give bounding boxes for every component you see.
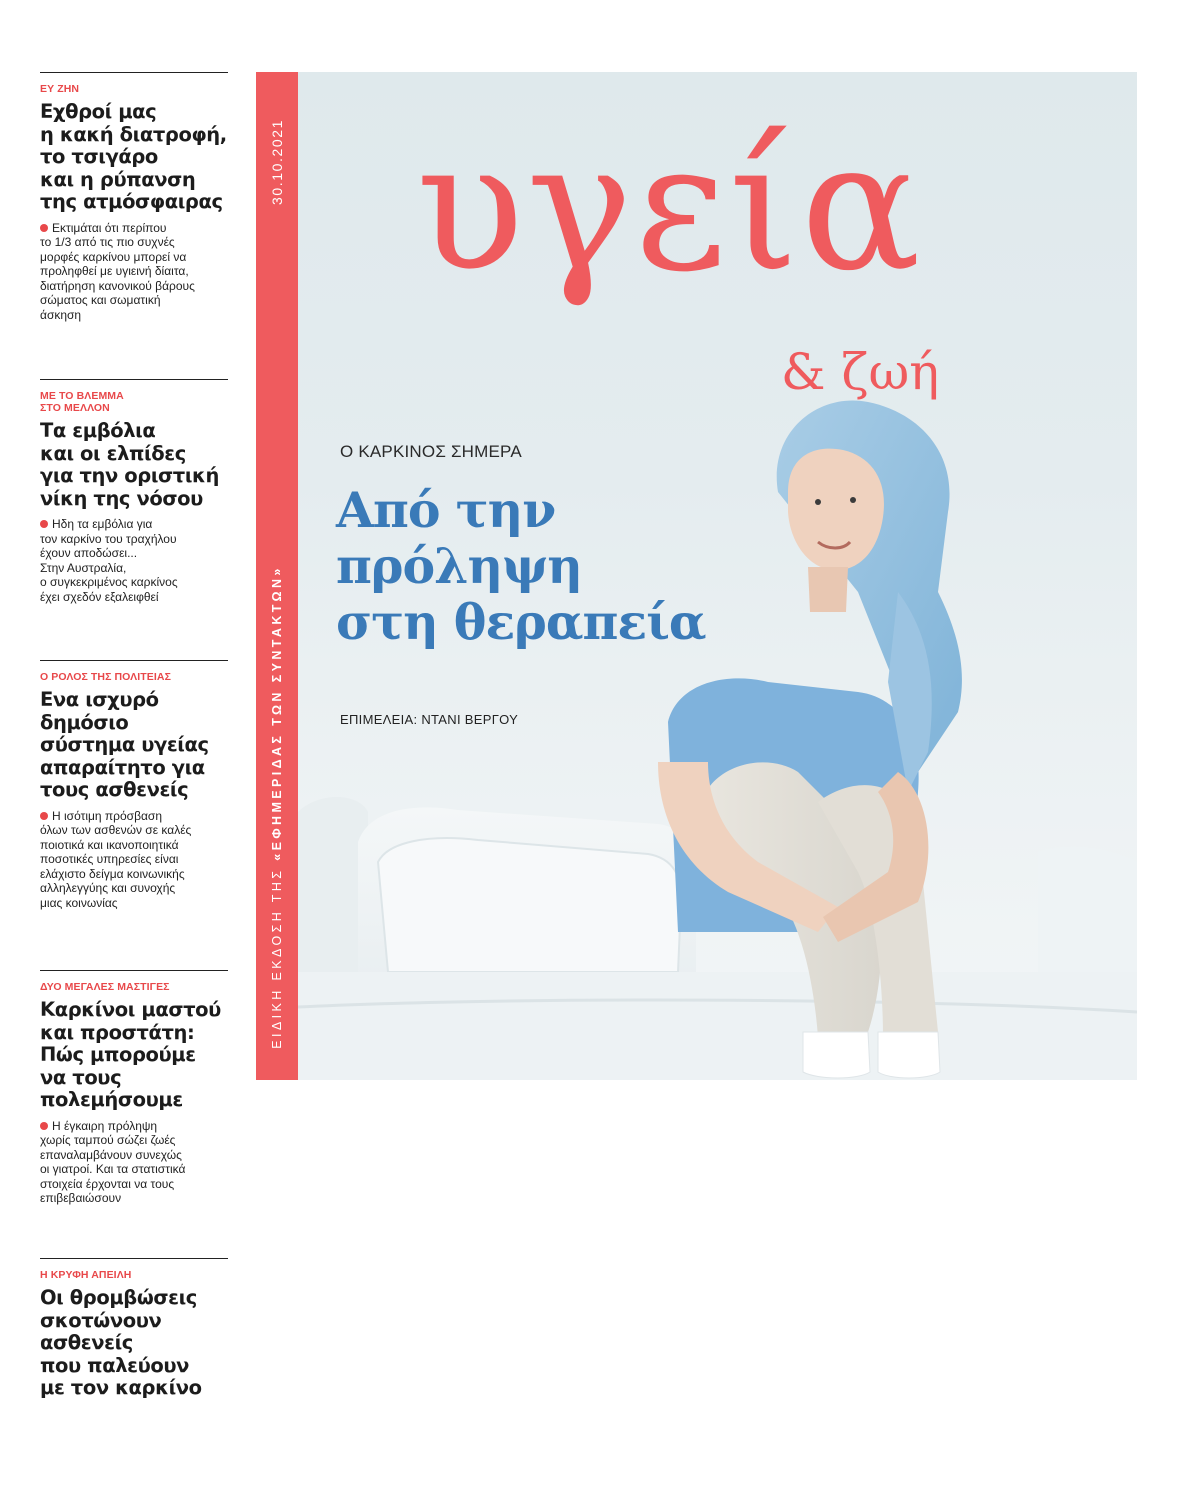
story-headline[interactable]: Εχθροί μας η κακή διατροφή, το τσιγάρο και η ρύπανση της ατμόσφαιρας bbox=[40, 100, 227, 213]
story-vaccines[interactable] bbox=[40, 379, 228, 605]
story-public-health[interactable] bbox=[40, 660, 228, 911]
cover-kicker: Ο ΚΑΡΚΙΝΟΣ ΣΗΜΕΡΑ bbox=[340, 442, 522, 461]
story-summary-text: Εκτιμάται ότι περίπου το 1/3 από τις πιο συχνές μορφές καρκίνου μπορεί να προληφθεί με υγιεινή δίαιτα, διατήρηση κανονικού βάρους σώματος και σωματική άσκηση bbox=[40, 220, 195, 323]
story-kicker: ΔΥΟ ΜΕΓΑΛΕΣ ΜΑΣΤΙΓΕΣ bbox=[40, 981, 170, 993]
bullet-dot-icon bbox=[40, 520, 48, 528]
story-summary-text: Η έγκαιρη πρόληψη χωρίς ταμπού σώζει ζωές επαναλαμβάνουν συνεχώς οι γιατροί. Και τα στατιστικά στοιχεία έρχονται να τους επιβεβαιώσουν bbox=[40, 1118, 186, 1206]
story-headline[interactable]: Οι θρομβώσεις σκοτώνουν ασθενείς που παλεύουν με τον καρκίνο bbox=[40, 1286, 202, 1399]
cover-headline[interactable]: Από την πρόληψη στη θεραπεία bbox=[336, 481, 706, 651]
bullet-dot-icon bbox=[40, 224, 48, 232]
story-kicker: ΜΕ ΤΟ ΒΛΕΜΜΑ ΣΤΟ ΜΕΛΛΟΝ bbox=[40, 390, 124, 414]
cover-spine bbox=[256, 72, 298, 1080]
masthead-subtitle: & ζωή bbox=[781, 343, 940, 401]
masthead-title: υγεία bbox=[416, 103, 923, 310]
edition-prefix: ΕΙΔΙΚΗ ΕΚΔΟΣΗ ΤΗΣ bbox=[270, 860, 284, 1049]
story-breast-prostate[interactable] bbox=[40, 970, 228, 1206]
cover-byline: ΕΠΙΜΕΛΕΙΑ: ΝΤΑΝΙ ΒΕΡΓΟΥ bbox=[340, 712, 519, 727]
story-kicker: Η ΚΡΥΦΗ ΑΠΕΙΛΗ bbox=[40, 1269, 132, 1281]
story-summary bbox=[40, 1119, 228, 1207]
bullet-dot-icon bbox=[40, 812, 48, 820]
bullet-dot-icon bbox=[40, 1122, 48, 1130]
cover-panel bbox=[298, 72, 1137, 1080]
story-headline[interactable]: Τα εμβόλια και οι ελπίδες για την οριστική νίκη της νόσου bbox=[40, 419, 219, 510]
story-summary bbox=[40, 517, 228, 605]
story-summary bbox=[40, 809, 228, 911]
story-summary-text: Η ισότιμη πρόσβαση όλων των ασθενών σε καλές ποιοτικά και ικανοποιητικά ποσοτικές υπηρεσίες είναι ελάχιστο δείγμα κοινωνικής αλληλεγγύης και συνοχής μιας κοινωνίας bbox=[40, 808, 192, 911]
story-summary bbox=[40, 221, 228, 323]
edition-label bbox=[270, 565, 284, 1049]
story-summary-text: Ηδη τα εμβόλια για τον καρκίνο του τραχήλου έχουν αποδώσει... Στην Αυστραλία, ο συγκεκριμένος καρκίνος έχει σχεδόν εξαλειφθεί bbox=[40, 517, 178, 604]
issue-date: 30.10.2021 bbox=[269, 118, 285, 206]
story-kicker: Ο ΡΟΛΟΣ ΤΗΣ ΠΟΛΙΤΕΙΑΣ bbox=[40, 671, 172, 683]
story-headline[interactable]: Καρκίνοι μαστού και προστάτη: Πώς μπορούμε να τους πολεμήσουμε bbox=[40, 998, 221, 1111]
story-headline[interactable]: Ενα ισχυρό δημόσιο σύστημα υγείας απαραίτητο για τους ασθενείς bbox=[40, 688, 209, 801]
story-kicker: ΕΥ ΖΗΝ bbox=[40, 83, 80, 95]
edition-name: «ΕΦΗΜΕΡΙΔΑΣ ΤΩΝ ΣΥΝΤΑΚΤΩΝ» bbox=[270, 565, 284, 861]
story-thrombosis[interactable] bbox=[40, 1258, 228, 1407]
story-ey-zin[interactable] bbox=[40, 72, 228, 323]
